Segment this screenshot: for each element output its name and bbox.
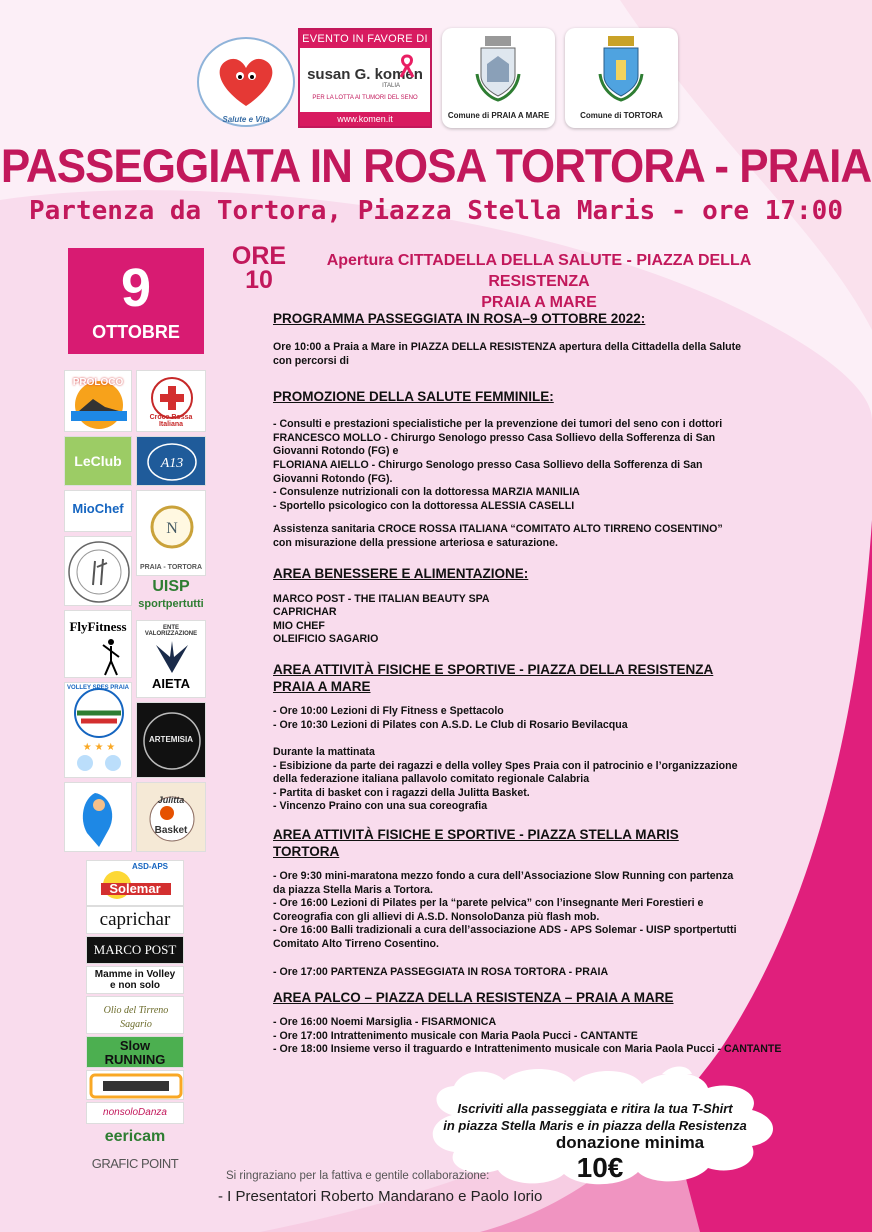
graficpoint-label: GRAFIC POINT xyxy=(91,1156,179,1171)
mamme-volley-logo xyxy=(86,966,184,994)
caprichar-logo xyxy=(86,906,184,934)
date-day: 9 xyxy=(120,258,152,318)
a13-logo xyxy=(136,436,206,486)
svg-text:Olio del Tirreno: Olio del Tirreno xyxy=(103,1005,169,1016)
volley-spes-logo xyxy=(64,682,132,778)
cloud-price: 10€ xyxy=(576,1152,624,1183)
ore-word: ORE xyxy=(231,242,287,270)
uisp-sub-label: sportpertutti xyxy=(138,598,204,610)
aieta-label: AIETA xyxy=(151,676,191,691)
program-line: Durante la mattinata xyxy=(273,746,375,759)
artemisia-logo xyxy=(136,702,206,778)
section-heading: AREA BENESSERE E ALIMENTAZIONE: xyxy=(273,565,529,581)
apertura-line1: Apertura CITTADELLA DELLA SALUTE - PIAZZA DELLA RESISTENZA xyxy=(326,252,752,290)
association-name: Salute e Vita xyxy=(222,115,270,124)
basket-label: Basket xyxy=(154,825,188,836)
running-label: RUNNING xyxy=(104,1052,166,1067)
graficpoint-logo xyxy=(86,1154,184,1182)
pink-ribbon-icon xyxy=(398,54,416,78)
apertura-line2: PRAIA A MARE xyxy=(481,294,597,311)
ore-label xyxy=(226,244,292,292)
proloco-logo xyxy=(64,370,132,432)
julitta-label: Julitta xyxy=(157,795,185,805)
julitta-basket-logo xyxy=(136,782,206,852)
svg-text:N: N xyxy=(166,520,178,537)
program-text xyxy=(273,310,813,1057)
vincenzo-praino-logo xyxy=(64,782,132,852)
section-heading: AREA ATTIVITÀ FISICHE E SPORTIVE - PIAZZA STELLA MARIS xyxy=(273,827,679,843)
page-title: PASSEGGIATA IN ROSA TORTORA - PRAIA xyxy=(0,140,872,193)
program-line: Giovanni Rotondo (FG) e xyxy=(273,445,399,458)
eericam-label: eericam xyxy=(104,1128,166,1145)
page-subtitle: Partenza da Tortora, Piazza Stella Maris - ore 17:00 xyxy=(29,196,843,226)
program-line: Assistenza sanitaria CROCE ROSSA ITALIANA “COMITATO ALTO TIRRENO COSENTINO” xyxy=(273,523,723,536)
program-line: OLEIFICIO SAGARIO xyxy=(273,633,379,646)
program-line: MIO CHEF xyxy=(273,619,325,632)
program-line: - Ore 10:30 Lezioni di Pilates con A.S.D. Le Club di Rosario Bevilacqua xyxy=(273,718,628,731)
komen-logo xyxy=(298,28,432,128)
flyfitness-label: FlyFitness xyxy=(69,619,127,634)
section-heading: TORTORA xyxy=(273,844,340,860)
section-heading: PRAIA A MARE xyxy=(273,678,371,694)
program-line: - Ore 10:00 Lezioni di Fly Fitness e Spettacolo xyxy=(273,704,504,717)
program-line: - Vincenzo Praino con una sua coreografia xyxy=(273,800,488,813)
coat-of-arms-icon xyxy=(596,34,646,102)
section-heading: AREA ATTIVITÀ FISICHE E SPORTIVE - PIAZZA DELLA RESISTENZA xyxy=(273,661,714,677)
program-line: da piazza Stella Maris a Tortora. xyxy=(273,883,433,896)
program-line: - Partita di basket con i ragazzi della Julitta Basket. xyxy=(273,786,530,799)
nonsolodanza-logo xyxy=(86,1102,184,1124)
cloud-line2: in piazza Stella Maris e in piazza della Resistenza xyxy=(443,1118,747,1133)
section-heading: PROMOZIONE DELLA SALUTE FEMMINILE: xyxy=(273,389,554,405)
solemar-logo xyxy=(86,860,184,906)
mio-chef-label: MioChef xyxy=(72,501,124,516)
comune-tortora-label: Comune di TORTORA xyxy=(580,111,663,120)
presenters-text: - I Presentatori Roberto Mandarano e Paolo Iorio xyxy=(218,1188,543,1205)
thanks-text: Si ringraziano per la fattiva e gentile collaborazione: xyxy=(226,1170,490,1182)
flyfitness-logo xyxy=(64,610,132,678)
program-line: Coreografia con gli allievi di A.S.D. NonsoloDanza più flash mob. xyxy=(273,910,600,923)
association-logo xyxy=(196,36,296,128)
solemar-label: Solemar xyxy=(109,881,161,896)
program-heading: PROGRAMMA PASSEGGIATA IN ROSA–9 OTTOBRE 2022: xyxy=(273,311,646,326)
program-line: Giovanni Rotondo (FG). xyxy=(273,472,393,485)
svg-text:Sagario: Sagario xyxy=(120,1019,152,1030)
program-line: con misurazione della pressione arteriosa e saturazione. xyxy=(273,536,558,549)
program-line: - Ore 16:00 Balli tradizionali a cura dell’associazione ADS - APS Solemar - UISP sportpertutti xyxy=(273,924,737,937)
komen-sub: PER LA LOTTA AI TUMORI DEL SENO xyxy=(312,95,418,101)
eericam-logo xyxy=(86,1126,184,1150)
program-line: Comitato Alto Tirreno Cosentino. xyxy=(273,938,439,951)
mamme-line1: Mamme in Volley xyxy=(94,969,176,980)
events-service-logo xyxy=(86,1070,184,1100)
aieta-top-label: ENTE VALORIZZAZIONE xyxy=(144,625,198,637)
program-line: - Ore 18:00 Insieme verso il traguardo e Intrattenimento musicale con Maria Paola Pucci - CANTANTE xyxy=(273,1043,782,1056)
program-line: FRANCESCO MOLLO - Chirurgo Senologo presso Casa Sollievo della Sofferenza di San xyxy=(273,431,716,444)
program-line: della federazione italiana pallavolo comitato regionale Calabria xyxy=(273,773,590,786)
komen-italia: ITALIA xyxy=(382,83,400,89)
program-line: - Ore 16:00 Noemi Marsiglia - FISARMONICA xyxy=(273,1016,497,1029)
program-line: CAPRICHAR xyxy=(273,606,337,619)
program-line: MARCO POST - THE ITALIAN BEAUTY SPA xyxy=(273,592,490,605)
ore-hour: 10 xyxy=(245,266,273,294)
nonsolodanza-label: nonsoloDanza xyxy=(103,1107,167,1118)
komen-header: EVENTO IN FAVORE DI xyxy=(300,30,430,48)
komen-url: www.komen.it xyxy=(300,112,430,126)
croce-rossa-logo xyxy=(136,370,206,432)
program-line: - Ore 17:00 PARTENZA PASSEGGIATA IN ROSA TORTORA - PRAIA xyxy=(273,965,609,978)
program-line: - Consulti e prestazioni specialistiche per la prevenzione dei tumori del seno con i dottori xyxy=(273,418,723,431)
volley-spes-label: VOLLEY SPES PRAIA xyxy=(67,685,129,691)
marco-post-logo xyxy=(86,936,184,964)
program-line: - Ore 9:30 mini-maratona mezzo fondo a cura dell’Associazione Slow Running con partenza xyxy=(273,870,734,883)
program-line: - Ore 17:00 Intrattenimento musicale con Maria Paola Pucci - CANTANTE xyxy=(273,1029,638,1042)
coat-of-arms-icon xyxy=(473,34,523,102)
leclub-label: LeClub xyxy=(74,453,122,469)
leclub-logo xyxy=(64,436,132,486)
eagle-icon xyxy=(152,639,192,675)
program-line: FLORIANA AIELLO - Chirurgo Senologo presso Casa Sollievo della Sofferenza di San xyxy=(273,458,703,471)
croce-rossa-label: Croce Rossa Italiana xyxy=(149,414,193,428)
program-line: - Ore 16:00 Lezioni di Pilates per la “parete pelvica” con l’insegnante Meri Forestieri e xyxy=(273,897,704,910)
artemisia-label: ARTEMISIA xyxy=(149,735,193,744)
program-line: - Sportello psicologico con la dottoressa ALESSIA CASELLI xyxy=(273,499,575,512)
date-month: OTTOBRE xyxy=(92,322,180,342)
date-box xyxy=(68,248,204,354)
slow-running-logo xyxy=(86,1036,184,1068)
mio-chef-logo xyxy=(64,490,132,532)
program-line: con percorsi di xyxy=(273,354,349,367)
marco-post-label: MARCO POST xyxy=(93,942,177,957)
program-line: - Esibizione da parte dei ragazzi e della volley Spes Praia con il patrocinio e l’organizzazione xyxy=(273,759,738,772)
apertura-heading xyxy=(294,250,784,313)
svg-text:★ ★ ★: ★ ★ ★ xyxy=(82,742,116,753)
olio-logo xyxy=(86,996,184,1034)
uisp-logo xyxy=(136,578,206,618)
comune-tortora-logo xyxy=(565,28,678,128)
program-line: Ore 10:00 a Praia a Mare in PIAZZA DELLA RESISTENZA apertura della Cittadella della Salute xyxy=(273,341,742,353)
uisp-label: UISP xyxy=(152,578,190,595)
aieta-logo xyxy=(136,620,206,698)
section-heading: AREA PALCO – PIAZZA DELLA RESISTENZA – PRAIA A MARE xyxy=(273,990,674,1006)
svg-text:A13: A13 xyxy=(160,456,184,471)
praia-tortora-logo xyxy=(136,490,206,576)
caprichar-label: caprichar xyxy=(99,909,171,930)
cloud-line1: Iscriviti alla passeggiata e ritira la tua T-Shirt xyxy=(457,1101,733,1116)
proloco-label: PROLOCO xyxy=(72,377,124,388)
solemar-top-label: ASD-APS xyxy=(131,862,168,871)
mamme-line2: e non solo xyxy=(110,980,160,991)
program-line: - Consulenze nutrizionali con la dottoressa MARZIA MANILIA xyxy=(273,486,580,499)
comune-praia-label: Comune di PRAIA A MARE xyxy=(447,111,550,120)
cloud-line3: donazione minima xyxy=(555,1133,705,1152)
comune-praia-logo xyxy=(442,28,555,128)
komen-brand: susan G. komen xyxy=(307,66,423,83)
oleificio-logo xyxy=(64,536,132,606)
slow-label: Slow xyxy=(119,1038,151,1053)
dancer-icon xyxy=(99,637,123,677)
praia-tortora-label: PRAIA - TORTORA xyxy=(139,564,203,571)
